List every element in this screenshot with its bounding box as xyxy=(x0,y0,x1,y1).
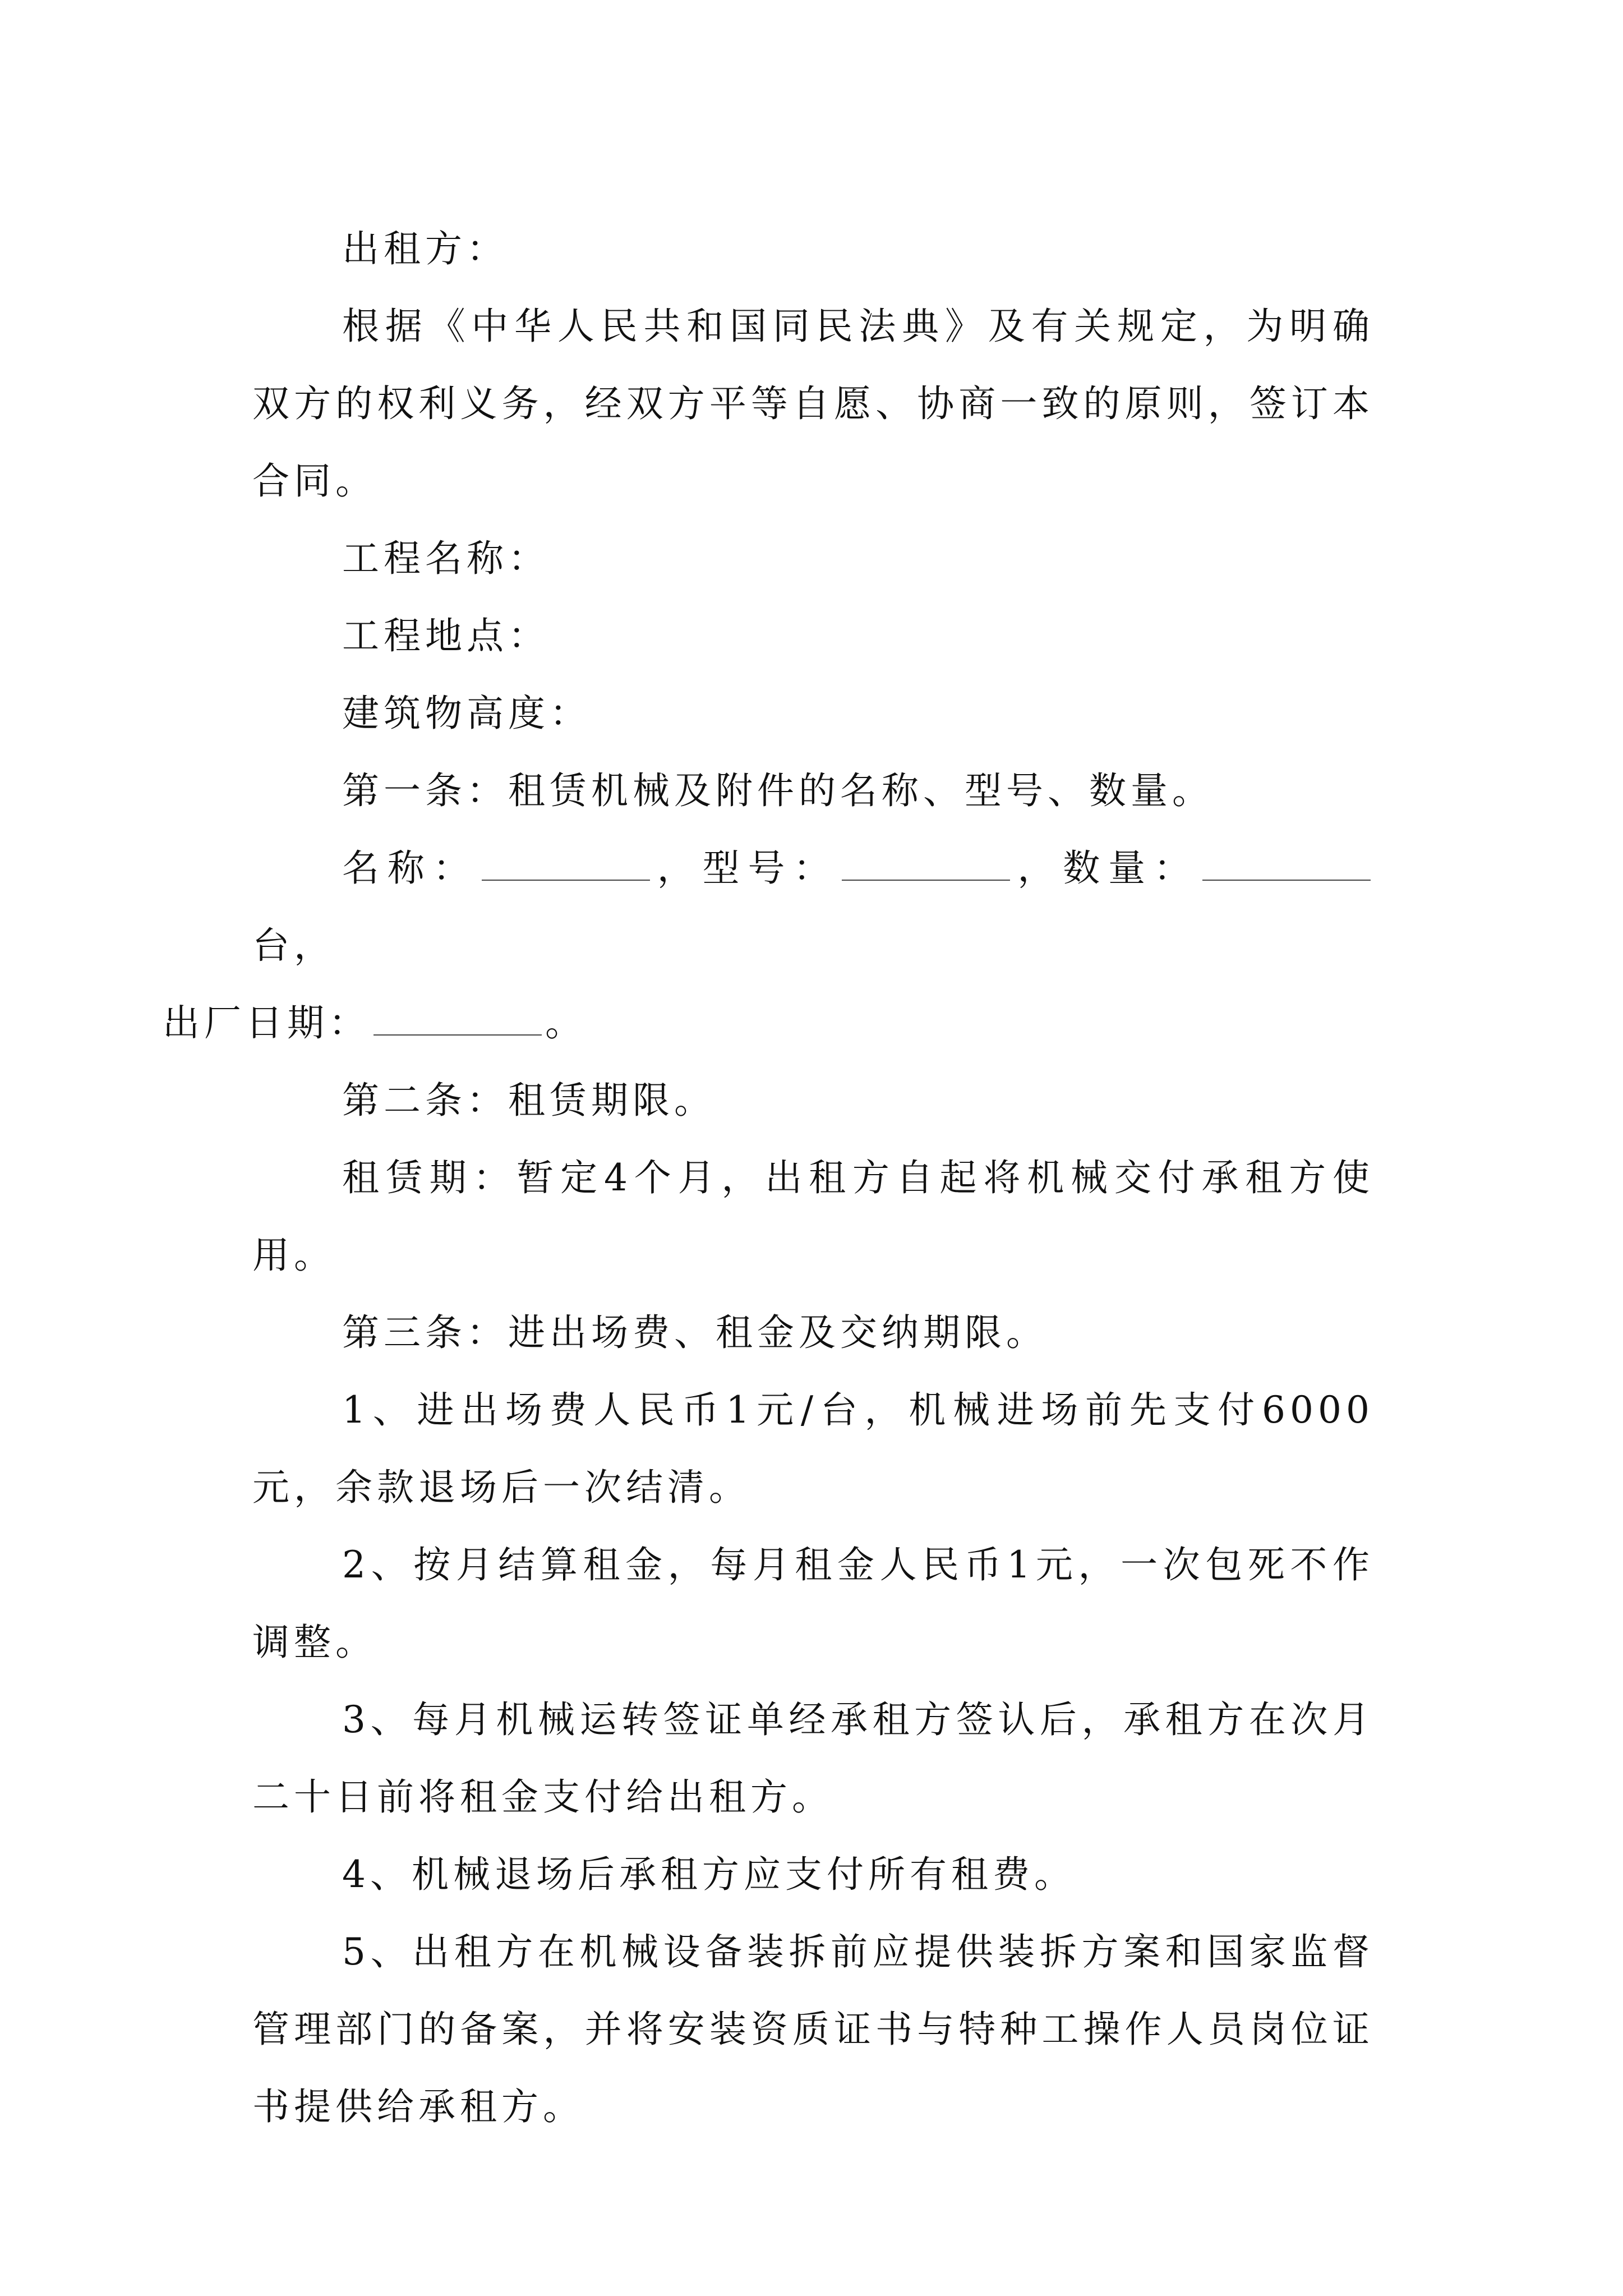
contract-body xyxy=(163,210,1374,2146)
article-3-item-5: 5、出租方在机械设备装拆前应提供装拆方案和国家监督管理部门的备案，并将安装资质证书与特种工操作人员岗位证书提供给承租方。 xyxy=(252,1930,1374,2128)
article-3-item-4: 4、机械退场后承租方应支付所有租费。 xyxy=(342,1853,1076,1896)
unit-label: 台， xyxy=(252,924,335,967)
preamble-paragraph: 根据《中华人民共和国同民法典》及有关规定，为明确双方的权利义务，经双方平等自愿、协商一致的原则，签订本合同。 xyxy=(252,305,1374,503)
name-label: 名称： xyxy=(342,846,478,890)
name-blank xyxy=(482,852,650,881)
lessor-label: 出租方： xyxy=(342,227,508,270)
article-3-item-2: 2、按月结算租金，每月租金人民币1元，一次包死不作调整。 xyxy=(252,1543,1374,1664)
fields-end: 。 xyxy=(545,1001,587,1045)
article-1-fields xyxy=(163,830,1374,1062)
factory-date-blank xyxy=(374,1006,542,1036)
quantity-blank xyxy=(1202,852,1371,881)
model-blank xyxy=(842,852,1010,881)
project-location-label: 工程地点： xyxy=(342,614,550,657)
building-height-label: 建筑物高度： xyxy=(342,692,591,735)
model-label: ，型号： xyxy=(653,846,839,890)
article-2-body: 租赁期：暂定4个月，出租方自起将机械交付承租方使用。 xyxy=(252,1156,1374,1277)
article-3-item-1: 1、进出场费人民币1元/台，机械进场前先支付6000元，余款退场后一次结清。 xyxy=(252,1388,1374,1509)
article-1-title: 第一条：租赁机械及附件的名称、型号、数量。 xyxy=(342,769,1214,812)
article-2-title: 第二条：租赁期限。 xyxy=(342,1079,716,1122)
quantity-label: ，数量： xyxy=(1013,846,1200,890)
factory-date-label: 出厂日期： xyxy=(163,1001,370,1045)
article-3-item-3: 3、每月机械运转签证单经承租方签认后，承租方在次月二十日前将租金支付给出租方。 xyxy=(252,1698,1374,1819)
article-3-title: 第三条：进出场费、租金及交纳期限。 xyxy=(342,1311,1048,1354)
project-name-label: 工程名称： xyxy=(342,537,550,580)
